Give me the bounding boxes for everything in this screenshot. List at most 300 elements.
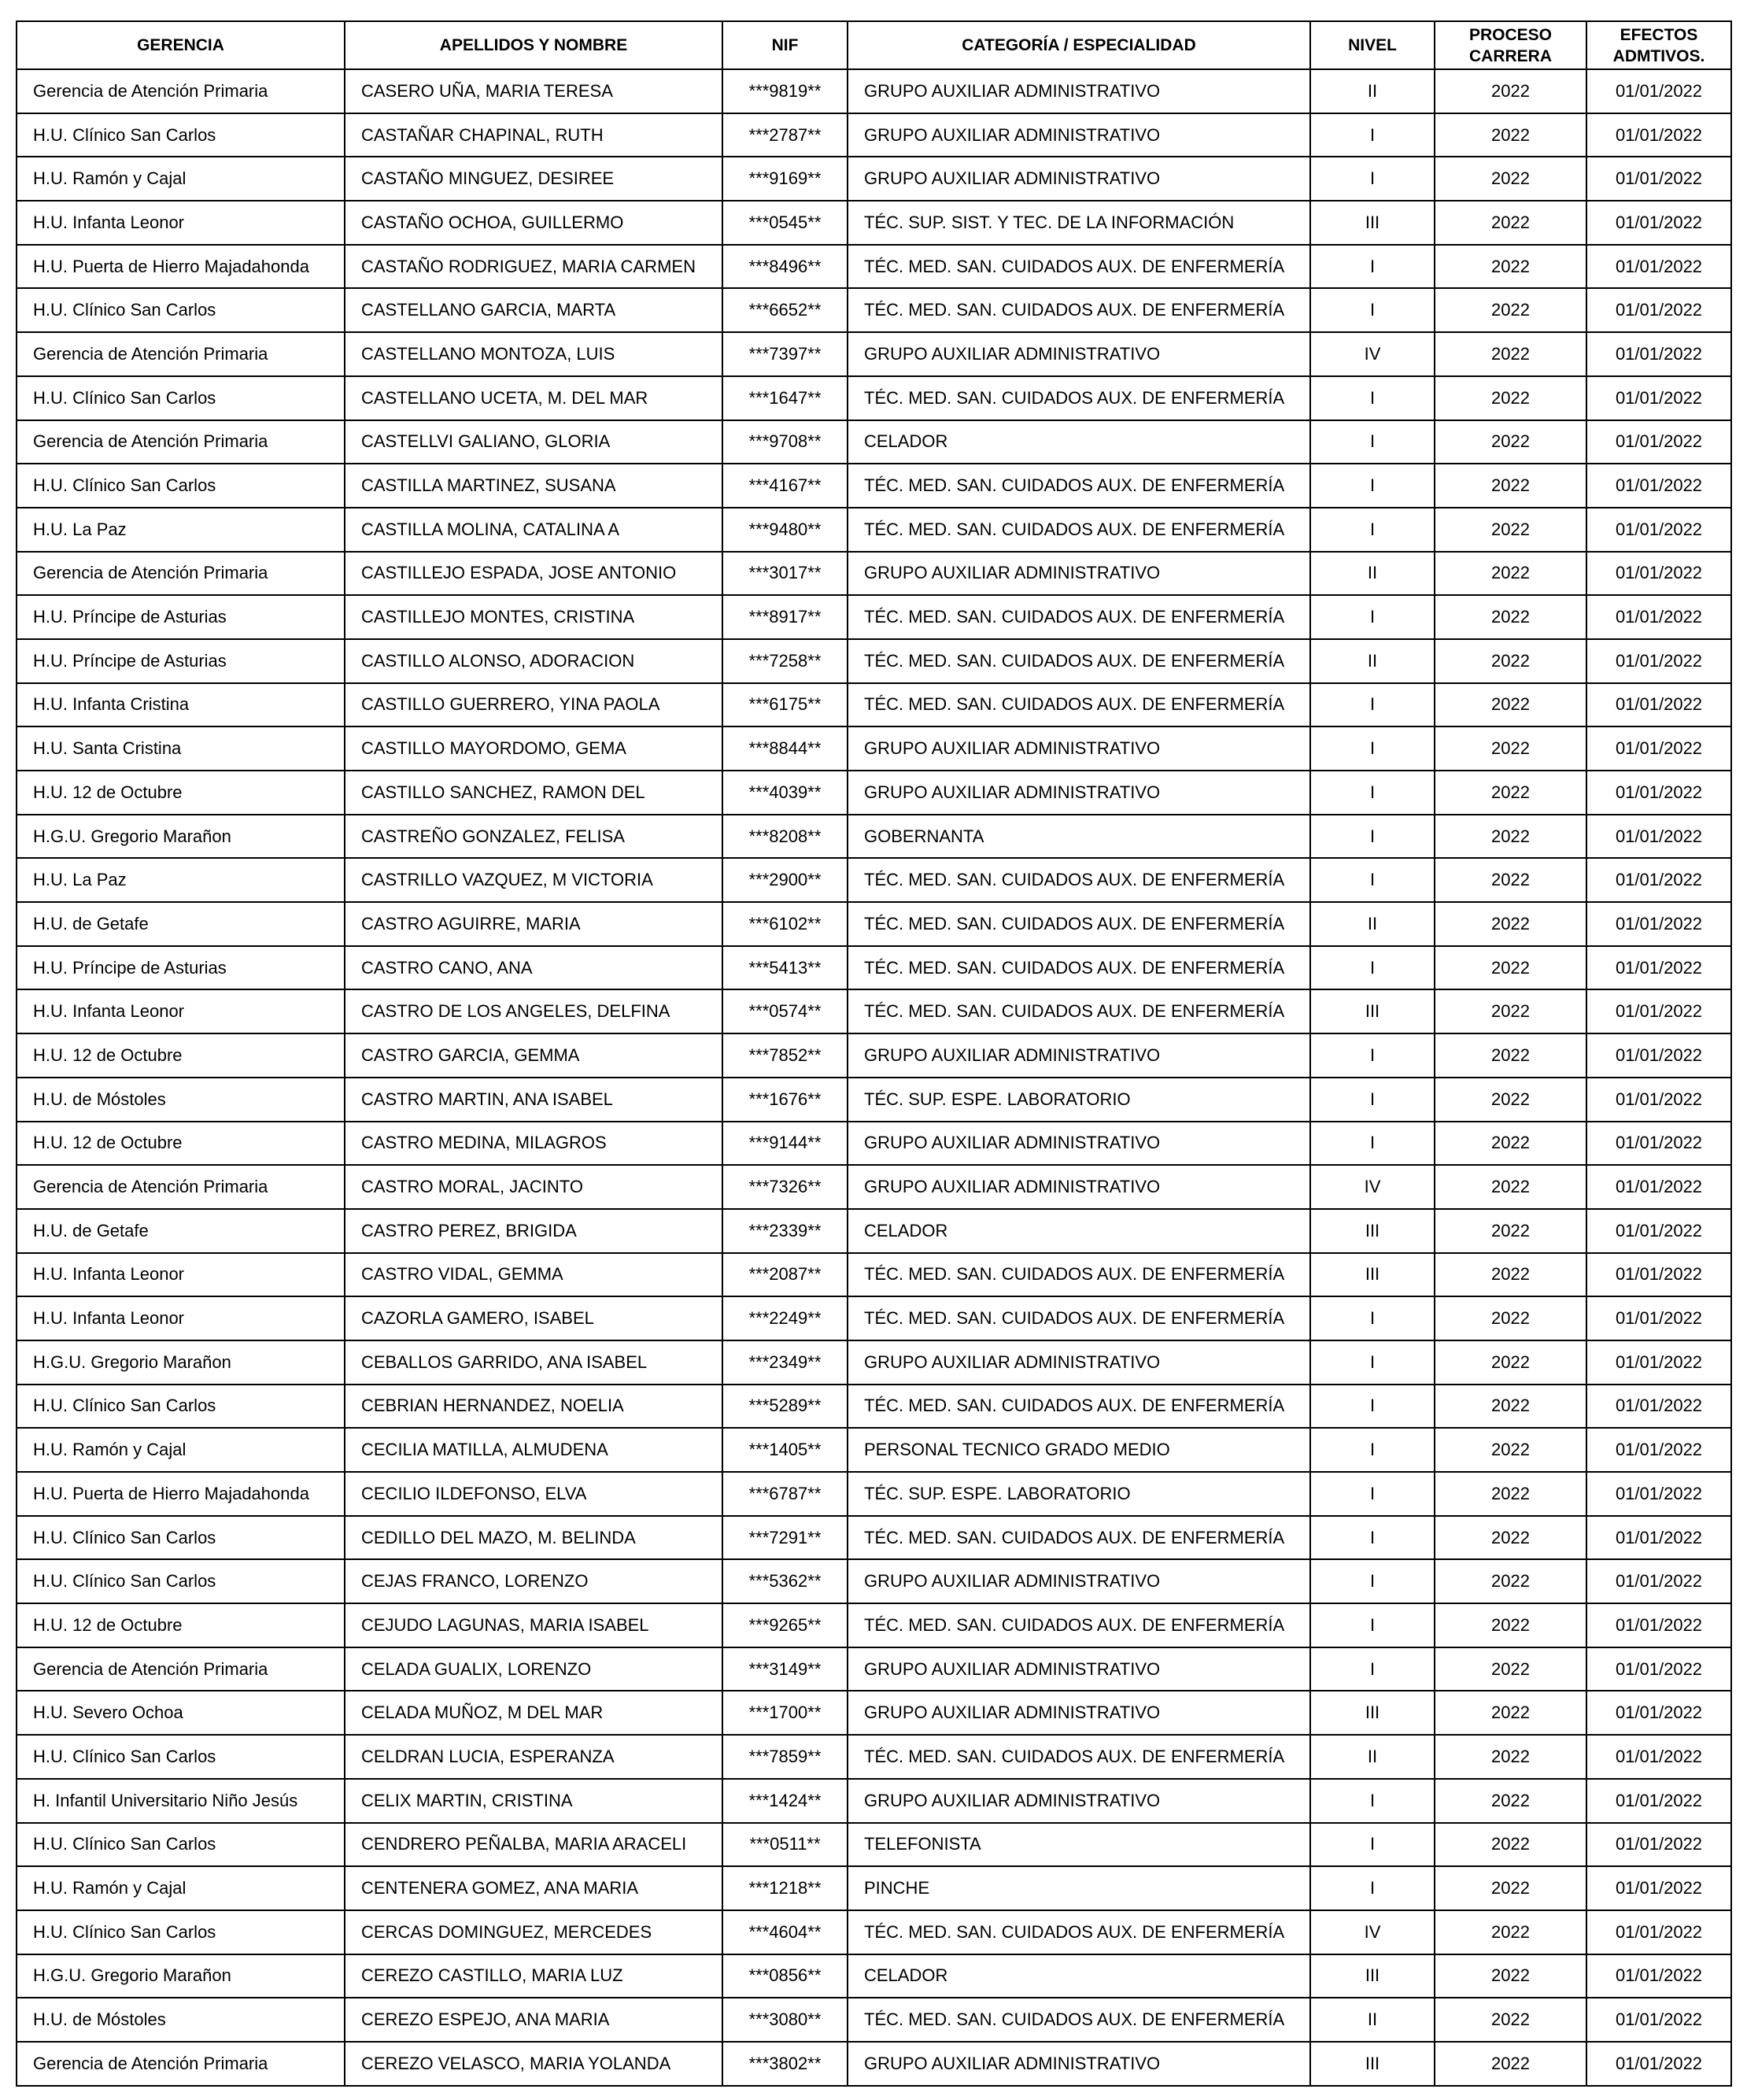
cell-nif: ***3802** (722, 2042, 848, 2086)
table-row (17, 1779, 1731, 1823)
cell-proceso: 2022 (1435, 1253, 1586, 1297)
cell-nivel: II (1310, 552, 1435, 596)
cell-efectos: 01/01/2022 (1586, 639, 1731, 683)
cell-categoria: TELEFONISTA (848, 1823, 1310, 1867)
cell-efectos: 01/01/2022 (1586, 683, 1731, 727)
cell-proceso: 2022 (1435, 1209, 1586, 1253)
cell-gerencia: H.U. Príncipe de Asturias (17, 946, 345, 990)
cell-nivel: I (1310, 1340, 1435, 1385)
cell-efectos: 01/01/2022 (1586, 1998, 1731, 2042)
table-row (17, 1516, 1731, 1560)
cell-nif: ***9144** (722, 1122, 848, 1166)
cell-nombre: CENDRERO PEÑALBA, MARIA ARACELI (345, 1823, 722, 1867)
cell-nombre: CECILIA MATILLA, ALMUDENA (345, 1428, 722, 1472)
cell-gerencia: H.U. Ramón y Cajal (17, 1866, 345, 1910)
cell-gerencia: H.U. Clínico San Carlos (17, 1823, 345, 1867)
cell-proceso: 2022 (1435, 1385, 1586, 1429)
cell-proceso: 2022 (1435, 1559, 1586, 1603)
cell-nivel: I (1310, 1559, 1435, 1603)
cell-proceso: 2022 (1435, 1165, 1586, 1209)
cell-gerencia: Gerencia de Atención Primaria (17, 1647, 345, 1691)
cell-nombre: CASTILLO ALONSO, ADORACION (345, 639, 722, 683)
cell-nombre: CELADA GUALIX, LORENZO (345, 1647, 722, 1691)
cell-proceso: 2022 (1435, 1603, 1586, 1647)
cell-proceso: 2022 (1435, 1735, 1586, 1779)
cell-proceso: 2022 (1435, 69, 1586, 113)
cell-nivel: I (1310, 245, 1435, 289)
table-row (17, 1735, 1731, 1779)
cell-nivel: I (1310, 288, 1435, 332)
cell-nombre: CASTELLVI GALIANO, GLORIA (345, 420, 722, 464)
cell-nombre: CASTILLEJO ESPADA, JOSE ANTONIO (345, 552, 722, 596)
cell-gerencia: H.U. de Móstoles (17, 1078, 345, 1122)
cell-gerencia: H. Infantil Universitario Niño Jesús (17, 1779, 345, 1823)
cell-nivel: I (1310, 1516, 1435, 1560)
cell-nombre: CASTRILLO VAZQUEZ, M VICTORIA (345, 858, 722, 902)
cell-gerencia: Gerencia de Atención Primaria (17, 2042, 345, 2086)
cell-proceso: 2022 (1435, 946, 1586, 990)
cell-gerencia: H.U. La Paz (17, 858, 345, 902)
header-efectos-line1: EFECTOS (1620, 25, 1698, 44)
cell-nif: ***9480** (722, 508, 848, 552)
table-row (17, 595, 1731, 639)
cell-categoria: GRUPO AUXILIAR ADMINISTRATIVO (848, 1165, 1310, 1209)
cell-categoria: TÉC. MED. SAN. CUIDADOS AUX. DE ENFERMERÍA (848, 1253, 1310, 1297)
cell-nivel: I (1310, 1779, 1435, 1823)
cell-gerencia: H.U. Clínico San Carlos (17, 1910, 345, 1954)
cell-efectos: 01/01/2022 (1586, 332, 1731, 376)
table-row (17, 1472, 1731, 1516)
cell-nivel: III (1310, 1209, 1435, 1253)
cell-categoria: GRUPO AUXILIAR ADMINISTRATIVO (848, 332, 1310, 376)
cell-gerencia: H.U. Puerta de Hierro Majadahonda (17, 1472, 345, 1516)
cell-proceso: 2022 (1435, 771, 1586, 815)
table-row (17, 1253, 1731, 1297)
table-row (17, 201, 1731, 245)
cell-nivel: I (1310, 1078, 1435, 1122)
cell-nif: ***8208** (722, 815, 848, 859)
table-row (17, 420, 1731, 464)
cell-nombre: CASTILLO SANCHEZ, RAMON DEL (345, 771, 722, 815)
cell-efectos: 01/01/2022 (1586, 508, 1731, 552)
cell-proceso: 2022 (1435, 1910, 1586, 1954)
table-row (17, 1954, 1731, 1998)
cell-nivel: I (1310, 1122, 1435, 1166)
cell-nivel: I (1310, 1603, 1435, 1647)
cell-efectos: 01/01/2022 (1586, 1472, 1731, 1516)
cell-nivel: I (1310, 595, 1435, 639)
cell-categoria: PINCHE (848, 1866, 1310, 1910)
cell-efectos: 01/01/2022 (1586, 815, 1731, 859)
cell-nombre: CELIX MARTIN, CRISTINA (345, 1779, 722, 1823)
cell-nivel: I (1310, 858, 1435, 902)
table-row (17, 1691, 1731, 1735)
cell-gerencia: H.U. Ramón y Cajal (17, 1428, 345, 1472)
personnel-table (16, 20, 1732, 2087)
cell-nif: ***7326** (722, 1165, 848, 1209)
table-row (17, 1033, 1731, 1078)
cell-gerencia: H.U. de Móstoles (17, 1998, 345, 2042)
cell-categoria: TÉC. MED. SAN. CUIDADOS AUX. DE ENFERMERÍA (848, 508, 1310, 552)
cell-nivel: III (1310, 1691, 1435, 1735)
cell-efectos: 01/01/2022 (1586, 1253, 1731, 1297)
cell-gerencia: H.U. 12 de Octubre (17, 1033, 345, 1078)
cell-proceso: 2022 (1435, 595, 1586, 639)
cell-nivel: I (1310, 113, 1435, 157)
cell-proceso: 2022 (1435, 420, 1586, 464)
table-row (17, 639, 1731, 683)
table-body (17, 69, 1731, 2086)
cell-nivel: II (1310, 69, 1435, 113)
cell-proceso: 2022 (1435, 2042, 1586, 2086)
cell-efectos: 01/01/2022 (1586, 288, 1731, 332)
cell-efectos: 01/01/2022 (1586, 376, 1731, 420)
cell-categoria: GRUPO AUXILIAR ADMINISTRATIVO (848, 113, 1310, 157)
table-row (17, 1559, 1731, 1603)
cell-gerencia: H.U. Clínico San Carlos (17, 464, 345, 508)
cell-efectos: 01/01/2022 (1586, 1603, 1731, 1647)
cell-nivel: I (1310, 1866, 1435, 1910)
cell-nif: ***8844** (722, 726, 848, 771)
cell-efectos: 01/01/2022 (1586, 1033, 1731, 1078)
cell-nif: ***0856** (722, 1954, 848, 1998)
cell-nombre: CEREZO CASTILLO, MARIA LUZ (345, 1954, 722, 1998)
table-row (17, 113, 1731, 157)
cell-categoria: GRUPO AUXILIAR ADMINISTRATIVO (848, 69, 1310, 113)
cell-gerencia: H.U. Santa Cristina (17, 726, 345, 771)
cell-categoria: TÉC. MED. SAN. CUIDADOS AUX. DE ENFERMERÍA (848, 902, 1310, 946)
cell-nivel: I (1310, 1428, 1435, 1472)
cell-categoria: GRUPO AUXILIAR ADMINISTRATIVO (848, 1559, 1310, 1603)
cell-gerencia: H.G.U. Gregorio Marañon (17, 815, 345, 859)
table-row (17, 815, 1731, 859)
header-proceso-line1: PROCESO (1468, 25, 1553, 44)
header-nivel: NIVEL (1310, 21, 1435, 69)
cell-nombre: CASTRO VIDAL, GEMMA (345, 1253, 722, 1297)
cell-nif: ***1424** (722, 1779, 848, 1823)
cell-nivel: II (1310, 1998, 1435, 2042)
cell-nif: ***6102** (722, 902, 848, 946)
cell-efectos: 01/01/2022 (1586, 1296, 1731, 1340)
cell-categoria: TÉC. MED. SAN. CUIDADOS AUX. DE ENFERMERÍA (848, 989, 1310, 1033)
cell-categoria: TÉC. MED. SAN. CUIDADOS AUX. DE ENFERMERÍA (848, 245, 1310, 289)
table-row (17, 1866, 1731, 1910)
table-row (17, 1340, 1731, 1385)
cell-nombre: CASTRO GARCIA, GEMMA (345, 1033, 722, 1078)
cell-nif: ***4167** (722, 464, 848, 508)
cell-efectos: 01/01/2022 (1586, 1428, 1731, 1472)
table-row (17, 902, 1731, 946)
table-row (17, 1209, 1731, 1253)
cell-nombre: CASTELLANO GARCIA, MARTA (345, 288, 722, 332)
cell-gerencia: H.U. Clínico San Carlos (17, 1516, 345, 1560)
cell-nif: ***4039** (722, 771, 848, 815)
cell-categoria: CELADOR (848, 1954, 1310, 1998)
cell-proceso: 2022 (1435, 815, 1586, 859)
cell-nif: ***8496** (722, 245, 848, 289)
cell-gerencia: H.U. Infanta Cristina (17, 683, 345, 727)
cell-efectos: 01/01/2022 (1586, 1209, 1731, 1253)
cell-efectos: 01/01/2022 (1586, 1823, 1731, 1867)
table-row (17, 508, 1731, 552)
header-gerencia: GERENCIA (17, 21, 345, 69)
cell-gerencia: H.U. Puerta de Hierro Majadahonda (17, 245, 345, 289)
cell-proceso: 2022 (1435, 464, 1586, 508)
cell-categoria: TÉC. MED. SAN. CUIDADOS AUX. DE ENFERMERÍA (848, 639, 1310, 683)
cell-proceso: 2022 (1435, 201, 1586, 245)
cell-nif: ***7397** (722, 332, 848, 376)
cell-nombre: CEDILLO DEL MAZO, M. BELINDA (345, 1516, 722, 1560)
table-row (17, 1296, 1731, 1340)
cell-nif: ***9708** (722, 420, 848, 464)
cell-nombre: CASTILLO MAYORDOMO, GEMA (345, 726, 722, 771)
cell-nivel: IV (1310, 332, 1435, 376)
table-row (17, 858, 1731, 902)
cell-proceso: 2022 (1435, 332, 1586, 376)
cell-gerencia: Gerencia de Atención Primaria (17, 69, 345, 113)
cell-gerencia: H.U. Clínico San Carlos (17, 288, 345, 332)
cell-efectos: 01/01/2022 (1586, 902, 1731, 946)
cell-nif: ***6787** (722, 1472, 848, 1516)
cell-nombre: CASTAÑAR CHAPINAL, RUTH (345, 113, 722, 157)
cell-proceso: 2022 (1435, 1866, 1586, 1910)
cell-nif: ***5289** (722, 1385, 848, 1429)
cell-categoria: TÉC. MED. SAN. CUIDADOS AUX. DE ENFERMERÍA (848, 946, 1310, 990)
cell-nivel: I (1310, 157, 1435, 201)
cell-proceso: 2022 (1435, 1516, 1586, 1560)
cell-nombre: CERCAS DOMINGUEZ, MERCEDES (345, 1910, 722, 1954)
cell-nif: ***1218** (722, 1866, 848, 1910)
cell-efectos: 01/01/2022 (1586, 1078, 1731, 1122)
cell-categoria: TÉC. MED. SAN. CUIDADOS AUX. DE ENFERMERÍA (848, 376, 1310, 420)
cell-proceso: 2022 (1435, 376, 1586, 420)
cell-nombre: CASTILLA MOLINA, CATALINA A (345, 508, 722, 552)
cell-nif: ***9265** (722, 1603, 848, 1647)
table-row (17, 552, 1731, 596)
cell-nif: ***2900** (722, 858, 848, 902)
header-nombre: APELLIDOS Y NOMBRE (345, 21, 722, 69)
cell-categoria: TÉC. MED. SAN. CUIDADOS AUX. DE ENFERMERÍA (848, 288, 1310, 332)
cell-proceso: 2022 (1435, 1998, 1586, 2042)
cell-efectos: 01/01/2022 (1586, 989, 1731, 1033)
document-page (16, 20, 1730, 2087)
cell-categoria: TÉC. MED. SAN. CUIDADOS AUX. DE ENFERMERÍA (848, 1296, 1310, 1340)
cell-gerencia: H.U. Príncipe de Asturias (17, 595, 345, 639)
cell-nivel: I (1310, 683, 1435, 727)
cell-gerencia: H.U. Ramón y Cajal (17, 157, 345, 201)
cell-categoria: GRUPO AUXILIAR ADMINISTRATIVO (848, 1033, 1310, 1078)
cell-categoria: TÉC. SUP. SIST. Y TEC. DE LA INFORMACIÓN (848, 201, 1310, 245)
cell-nombre: CASTREÑO GONZALEZ, FELISA (345, 815, 722, 859)
cell-proceso: 2022 (1435, 552, 1586, 596)
cell-proceso: 2022 (1435, 1428, 1586, 1472)
cell-nivel: I (1310, 815, 1435, 859)
cell-gerencia: H.U. de Getafe (17, 902, 345, 946)
cell-efectos: 01/01/2022 (1586, 1954, 1731, 1998)
cell-categoria: PERSONAL TECNICO GRADO MEDIO (848, 1428, 1310, 1472)
table-row (17, 1910, 1731, 1954)
cell-nombre: CEJAS FRANCO, LORENZO (345, 1559, 722, 1603)
cell-efectos: 01/01/2022 (1586, 1647, 1731, 1691)
cell-categoria: GRUPO AUXILIAR ADMINISTRATIVO (848, 1691, 1310, 1735)
header-proceso-carrera (1435, 21, 1586, 69)
cell-nombre: CASTELLANO MONTOZA, LUIS (345, 332, 722, 376)
cell-gerencia: H.U. 12 de Octubre (17, 1122, 345, 1166)
cell-efectos: 01/01/2022 (1586, 1340, 1731, 1385)
cell-nif: ***0511** (722, 1823, 848, 1867)
cell-nombre: CASTILLEJO MONTES, CRISTINA (345, 595, 722, 639)
cell-proceso: 2022 (1435, 157, 1586, 201)
cell-gerencia: Gerencia de Atención Primaria (17, 552, 345, 596)
cell-efectos: 01/01/2022 (1586, 1866, 1731, 1910)
cell-nif: ***5413** (722, 946, 848, 990)
cell-nivel: III (1310, 1954, 1435, 1998)
cell-categoria: TÉC. MED. SAN. CUIDADOS AUX. DE ENFERMERÍA (848, 595, 1310, 639)
cell-nivel: II (1310, 1735, 1435, 1779)
table-row (17, 464, 1731, 508)
cell-gerencia: H.U. Clínico San Carlos (17, 1735, 345, 1779)
cell-categoria: GOBERNANTA (848, 815, 1310, 859)
table-row (17, 288, 1731, 332)
cell-nombre: CASTILLO GUERRERO, YINA PAOLA (345, 683, 722, 727)
cell-efectos: 01/01/2022 (1586, 113, 1731, 157)
cell-categoria: TÉC. MED. SAN. CUIDADOS AUX. DE ENFERMERÍA (848, 1603, 1310, 1647)
table-row (17, 332, 1731, 376)
cell-gerencia: Gerencia de Atención Primaria (17, 420, 345, 464)
cell-proceso: 2022 (1435, 508, 1586, 552)
cell-nombre: CASTRO MARTIN, ANA ISABEL (345, 1078, 722, 1122)
cell-nombre: CECILIO ILDEFONSO, ELVA (345, 1472, 722, 1516)
cell-gerencia: H.U. Infanta Leonor (17, 1253, 345, 1297)
cell-gerencia: H.U. de Getafe (17, 1209, 345, 1253)
cell-categoria: TÉC. SUP. ESPE. LABORATORIO (848, 1078, 1310, 1122)
cell-categoria: GRUPO AUXILIAR ADMINISTRATIVO (848, 157, 1310, 201)
table-row (17, 2042, 1731, 2086)
cell-proceso: 2022 (1435, 1078, 1586, 1122)
cell-nombre: CASTRO CANO, ANA (345, 946, 722, 990)
cell-proceso: 2022 (1435, 989, 1586, 1033)
cell-nif: ***1647** (722, 376, 848, 420)
cell-proceso: 2022 (1435, 245, 1586, 289)
cell-nombre: CELDRAN LUCIA, ESPERANZA (345, 1735, 722, 1779)
cell-nif: ***2349** (722, 1340, 848, 1385)
table-row (17, 69, 1731, 113)
cell-nombre: CASTRO DE LOS ANGELES, DELFINA (345, 989, 722, 1033)
cell-nif: ***9819** (722, 69, 848, 113)
cell-proceso: 2022 (1435, 1779, 1586, 1823)
cell-nif: ***6175** (722, 683, 848, 727)
cell-proceso: 2022 (1435, 858, 1586, 902)
cell-nivel: I (1310, 946, 1435, 990)
cell-categoria: TÉC. MED. SAN. CUIDADOS AUX. DE ENFERMERÍA (848, 1385, 1310, 1429)
cell-categoria: GRUPO AUXILIAR ADMINISTRATIVO (848, 726, 1310, 771)
table-row (17, 1165, 1731, 1209)
cell-nif: ***3080** (722, 1998, 848, 2042)
table-row (17, 1823, 1731, 1867)
cell-proceso: 2022 (1435, 1954, 1586, 1998)
cell-gerencia: H.U. Infanta Leonor (17, 201, 345, 245)
cell-nombre: CENTENERA GOMEZ, ANA MARIA (345, 1866, 722, 1910)
cell-nif: ***2339** (722, 1209, 848, 1253)
cell-nivel: I (1310, 420, 1435, 464)
cell-nombre: CASTRO MORAL, JACINTO (345, 1165, 722, 1209)
cell-categoria: TÉC. MED. SAN. CUIDADOS AUX. DE ENFERMERÍA (848, 1516, 1310, 1560)
cell-nivel: III (1310, 1253, 1435, 1297)
cell-efectos: 01/01/2022 (1586, 1910, 1731, 1954)
cell-categoria: GRUPO AUXILIAR ADMINISTRATIVO (848, 2042, 1310, 2086)
cell-gerencia: H.U. Clínico San Carlos (17, 1385, 345, 1429)
cell-efectos: 01/01/2022 (1586, 1691, 1731, 1735)
cell-categoria: TÉC. MED. SAN. CUIDADOS AUX. DE ENFERMERÍA (848, 464, 1310, 508)
cell-nif: ***0545** (722, 201, 848, 245)
cell-gerencia: H.U. Príncipe de Asturias (17, 639, 345, 683)
table-row (17, 245, 1731, 289)
cell-gerencia: H.U. Infanta Leonor (17, 1296, 345, 1340)
cell-proceso: 2022 (1435, 1296, 1586, 1340)
cell-categoria: TÉC. MED. SAN. CUIDADOS AUX. DE ENFERMERÍA (848, 1735, 1310, 1779)
cell-nombre: CASTAÑO OCHOA, GUILLERMO (345, 201, 722, 245)
cell-nombre: CASTELLANO UCETA, M. DEL MAR (345, 376, 722, 420)
cell-proceso: 2022 (1435, 1647, 1586, 1691)
cell-nombre: CELADA MUÑOZ, M DEL MAR (345, 1691, 722, 1735)
cell-efectos: 01/01/2022 (1586, 201, 1731, 245)
cell-nombre: CASTRO MEDINA, MILAGROS (345, 1122, 722, 1166)
cell-proceso: 2022 (1435, 1122, 1586, 1166)
cell-nif: ***2249** (722, 1296, 848, 1340)
cell-gerencia: H.U. Severo Ochoa (17, 1691, 345, 1735)
cell-nif: ***0574** (722, 989, 848, 1033)
cell-proceso: 2022 (1435, 1340, 1586, 1385)
cell-nivel: II (1310, 639, 1435, 683)
cell-efectos: 01/01/2022 (1586, 69, 1731, 113)
cell-nivel: IV (1310, 1165, 1435, 1209)
header-categoria: CATEGORÍA / ESPECIALIDAD (848, 21, 1310, 69)
cell-nombre: CASTRO AGUIRRE, MARIA (345, 902, 722, 946)
cell-categoria: TÉC. MED. SAN. CUIDADOS AUX. DE ENFERMERÍA (848, 858, 1310, 902)
cell-gerencia: H.U. Infanta Leonor (17, 989, 345, 1033)
cell-proceso: 2022 (1435, 726, 1586, 771)
cell-efectos: 01/01/2022 (1586, 1385, 1731, 1429)
cell-nivel: I (1310, 464, 1435, 508)
cell-gerencia: Gerencia de Atención Primaria (17, 332, 345, 376)
cell-efectos: 01/01/2022 (1586, 946, 1731, 990)
table-row (17, 726, 1731, 771)
cell-categoria: GRUPO AUXILIAR ADMINISTRATIVO (848, 1647, 1310, 1691)
cell-proceso: 2022 (1435, 1033, 1586, 1078)
cell-nombre: CEJUDO LAGUNAS, MARIA ISABEL (345, 1603, 722, 1647)
cell-nivel: IV (1310, 1910, 1435, 1954)
cell-gerencia: H.U. 12 de Octubre (17, 771, 345, 815)
cell-nif: ***8917** (722, 595, 848, 639)
cell-nivel: I (1310, 771, 1435, 815)
table-row (17, 376, 1731, 420)
cell-nivel: III (1310, 2042, 1435, 2086)
cell-proceso: 2022 (1435, 639, 1586, 683)
cell-efectos: 01/01/2022 (1586, 771, 1731, 815)
cell-gerencia: Gerencia de Atención Primaria (17, 1165, 345, 1209)
cell-nif: ***2787** (722, 113, 848, 157)
cell-categoria: TÉC. MED. SAN. CUIDADOS AUX. DE ENFERMERÍA (848, 1998, 1310, 2042)
cell-efectos: 01/01/2022 (1586, 2042, 1731, 2086)
cell-nif: ***7859** (722, 1735, 848, 1779)
cell-categoria: GRUPO AUXILIAR ADMINISTRATIVO (848, 771, 1310, 815)
cell-nif: ***3017** (722, 552, 848, 596)
cell-nivel: I (1310, 726, 1435, 771)
cell-efectos: 01/01/2022 (1586, 420, 1731, 464)
cell-efectos: 01/01/2022 (1586, 1122, 1731, 1166)
cell-nombre: CEBRIAN HERNANDEZ, NOELIA (345, 1385, 722, 1429)
cell-nivel: I (1310, 1647, 1435, 1691)
